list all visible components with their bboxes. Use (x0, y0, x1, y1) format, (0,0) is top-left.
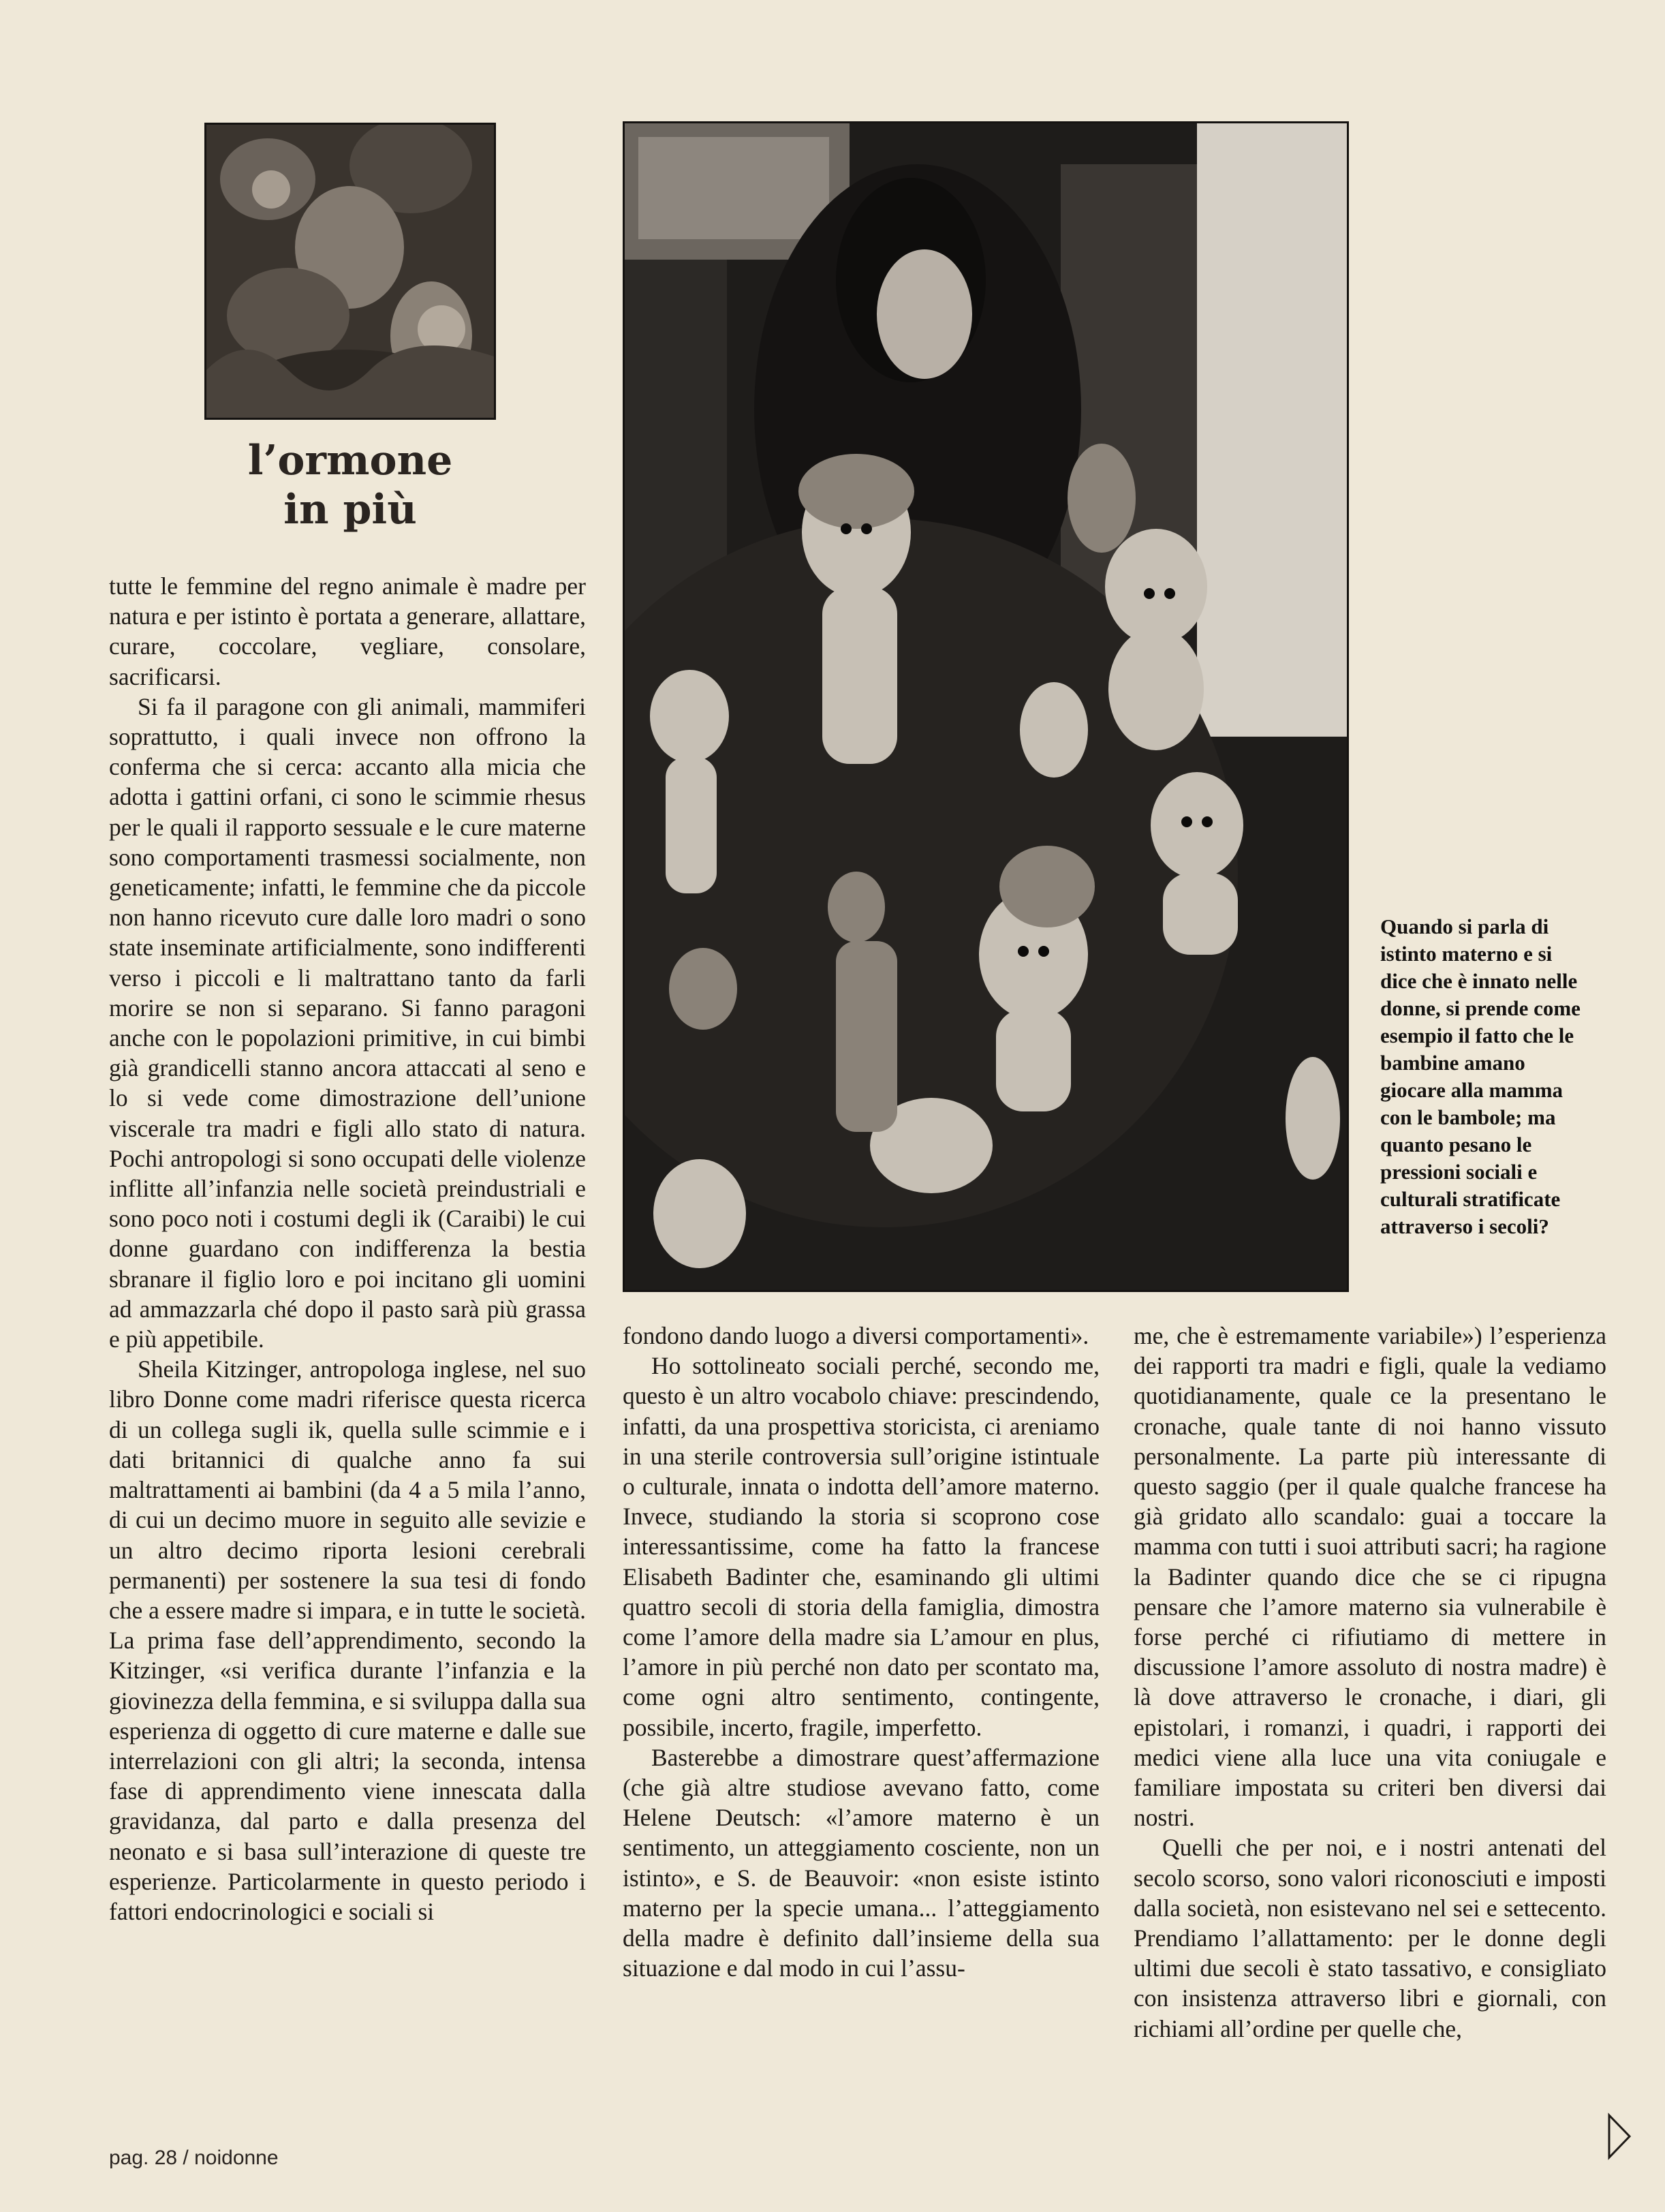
photo-caption: Quando si parla di istinto materno e si dice che è innato nelle donne, si prende come esempio il fatto che le bambine amano giocare alla mamma con le bambole; ma quanto pesano le pressioni sociali e culturali stratificate attraverso i secoli? (1380, 915, 1581, 1238)
photo-woman-dolls-image (625, 123, 1347, 1290)
paragraph: fondono dando luogo a diversi comportamenti». (623, 1322, 1089, 1349)
photo-girls (204, 123, 496, 420)
article-column-2 (623, 1321, 1100, 1983)
photo-woman-dolls (623, 121, 1349, 1292)
paragraph: Quelli che per noi, e i nostri antenati del secolo scorso, sono valori riconosciuti e imposti dalla società, non esistevano nel sei e settecento. Prendiamo l’allattamento: per le donne degli ultimi due secoli è stato tassativo, e consigliato con insistenza attraverso libri e giornali, con richiami all’ordine per quelle che, (1134, 1834, 1606, 2042)
paragraph: Sheila Kitzinger, antropologa inglese, nel suo libro Donne come madri riferisce questa ricerca di un collega sugli ik, quella sulle scimmie e i dati britannici di qualche anno fa sui maltrattamenti ai bambini (da 4 a 5 mila l’anno, di cui un decimo muore in seguito alle sevizie e un altro decimo riporta lesioni cerebrali permanenti) per sostenere la sua tesi di fondo che a essere madre si impara, e in tutte le società. La prima fase dell’apprendimento, secondo la Kitzinger, «si verifica durante l’infanzia e la giovinezza della femmina, e si sviluppa dalla sua esperienza di oggetto di cure materne e dalle sue interrelazioni con gli altri; la seconda, intensa fase di apprendimento viene innescata dalla gravidanza, dal parto e dalla presenza del neonato e si basa sull’interazione di queste tre esperienze. Particolarmente in questo periodo i fattori endocrinologici e sociali si (109, 1355, 586, 1925)
page-footer: pag. 28 / noidonne (109, 2147, 279, 2169)
article-column-1 (109, 571, 586, 1926)
article-column-3 (1134, 1321, 1606, 2044)
paragraph: Basterebbe a dimostrare quest’affermazione (che già altre studiose avevano fatto, come Helene Deutsch: «l’amore materno è un sentimento, un atteggiamento cosciente, non un istinto», e S. de Beauvoir: «non esiste istinto materno per la specie umana... l’atteggiamento della madre è definito dall’insieme della sua situazione e dal modo in cui l’assu- (623, 1743, 1100, 1982)
paragraph: Ho sottolineato sociali perché, secondo me, questo è un altro vocabolo chiave: prescindendo, infatti, da una prospettiva storicista, ci areniamo in una sterile controversia sull’origine istintuale o culturale, innata o indotta dell’amore materno. Invece, studiando la storia si scoprono cose interessantissime, come ha fatto la francese Elisabeth Badinter che, esaminando gli ultimi quattro secoli di storia della famiglia, dimostra come l’amore della madre sia L’amour en plus, l’amore in più perché non dato per scontato ma, come ogni altro sentimento, contingente, possibile, incerto, fragile, imperfetto. (623, 1352, 1100, 1741)
paragraph: Si fa il paragone con gli animali, mammiferi soprattutto, i quali invece non offrono la conferma che si cerca: accanto alla micia che adotta i gattini orfani, ci sono le scimmie rhesus per le quali il rapporto sessuale e le cure materne sono comportamenti trasmessi socialmente, non geneticamente; infatti, le femmine che da piccole non hanno ricevuto cure dalle loro madri o sono state inseminate artificialmente, sono indifferenti verso i piccoli e li maltrattano tanto da farli morire se non si separano. Si fanno paragoni anche con le popolazioni primitive, in cui bimbi già grandicelli stanno ancora attaccati al seno e lo si vede come dimostrazione dell’unione viscerale tra madri e figli allo stato di natura. Pochi antropologi si sono occupati delle violenze inflitte all’infanzia nelle società preindustriali e sono poco noti i costumi degli ik (Caraibi) le cui donne guardano con indifferenza la bestia sbranare il figlio loro e poi incitano gli uomini ad ammazzarla ché dopo il pasto sarà più grassa e più appetibile. (109, 692, 586, 1353)
paragraph: me, che è estremamente variabile») l’esperienza dei rapporti tra madri e figli, quale la vediamo quotidianamente, quale ce la presentano le cronache, quale tante di noi hanno vissuto personalmente. La parte più interessante di questo saggio (per il quale qualche francese ha già gridato allo scandalo: guai a toccare la mamma con tutti i suoi attributi sacri; ha ragione la Badinter quando dice che se ci ripugna pensare che l’amore materno sia vulnerabile è forse perché ci rifiutiamo di mettere in discussione l’amore assoluto di nostra madre) è là dove attraverso le cronache, i diari, gli epistolari, i romanzi, i quadri, i rapporti dei medici viene alla luce una vita coniugale e familiare impostata su criteri ben diversi dai nostri. (1134, 1322, 1606, 1832)
paragraph: tutte le femmine del regno animale è madre per natura e per istinto è portata a generare, allattare, curare, coccolare, vegliare, consolare, sacrificarsi. (109, 572, 586, 690)
next-page-arrow-icon (1606, 2113, 1634, 2163)
title-line-2: in più (283, 486, 417, 534)
title-line-1: l’ormone (247, 437, 453, 485)
article-title (204, 436, 496, 534)
photo-girls-image (206, 125, 494, 418)
